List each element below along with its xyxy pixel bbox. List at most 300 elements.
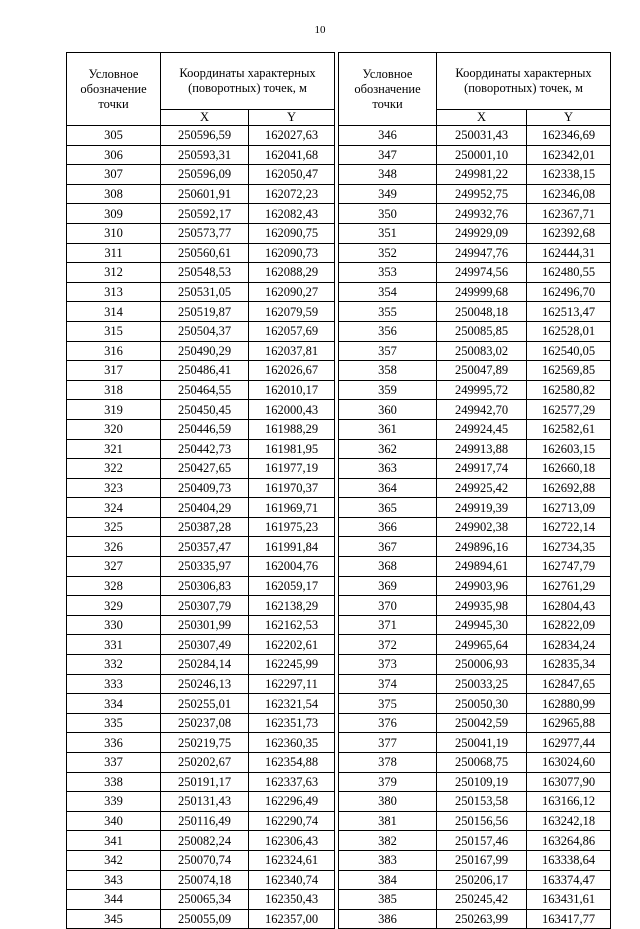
y-coordinate-cell: 162057,69 [249, 321, 335, 341]
point-id-cell: 373 [339, 655, 437, 675]
x-coordinate-cell: 250307,79 [161, 596, 249, 616]
point-id-cell: 326 [67, 537, 161, 557]
point-id-cell: 383 [339, 850, 437, 870]
y-coordinate-cell: 161991,84 [249, 537, 335, 557]
table-row [339, 517, 611, 537]
x-coordinate-cell: 250048,18 [437, 302, 527, 322]
x-coordinate-cell: 250083,02 [437, 341, 527, 361]
y-coordinate-cell: 161970,37 [249, 478, 335, 498]
table-row [67, 126, 335, 146]
table-row [339, 831, 611, 851]
point-id-cell: 346 [339, 126, 437, 146]
y-coordinate-cell: 162367,71 [527, 204, 611, 224]
table-row [339, 126, 611, 146]
y-coordinate-cell: 162290,74 [249, 811, 335, 831]
point-id-cell: 386 [339, 909, 437, 929]
y-coordinate-cell: 161988,29 [249, 419, 335, 439]
table-row [339, 223, 611, 243]
y-coordinate-cell: 162082,43 [249, 204, 335, 224]
y-coordinate-cell: 162010,17 [249, 380, 335, 400]
x-coordinate-cell: 250246,13 [161, 674, 249, 694]
y-coordinate-cell: 162245,99 [249, 655, 335, 675]
table-row [339, 380, 611, 400]
point-id-cell: 348 [339, 165, 437, 185]
header-coordinates: Координаты характерных (поворотных) точек, м [161, 53, 335, 110]
x-coordinate-cell: 250219,75 [161, 733, 249, 753]
y-coordinate-cell: 162321,54 [249, 694, 335, 714]
point-id-cell: 338 [67, 772, 161, 792]
table-row [67, 400, 335, 420]
table-row [67, 498, 335, 518]
point-id-cell: 379 [339, 772, 437, 792]
x-coordinate-cell: 250042,59 [437, 713, 527, 733]
y-coordinate-cell: 162088,29 [249, 263, 335, 283]
y-coordinate-cell: 162496,70 [527, 282, 611, 302]
point-id-cell: 355 [339, 302, 437, 322]
y-coordinate-cell: 162357,00 [249, 909, 335, 929]
table-row [339, 557, 611, 577]
table-row [339, 478, 611, 498]
table-row [339, 733, 611, 753]
y-coordinate-cell: 163242,18 [527, 811, 611, 831]
x-coordinate-cell: 250335,97 [161, 557, 249, 577]
y-coordinate-cell: 162660,18 [527, 459, 611, 479]
point-id-cell: 327 [67, 557, 161, 577]
y-coordinate-cell: 162340,74 [249, 870, 335, 890]
y-coordinate-cell: 162296,49 [249, 792, 335, 812]
point-id-cell: 370 [339, 596, 437, 616]
x-coordinate-cell: 250409,73 [161, 478, 249, 498]
header-x: X [437, 110, 527, 126]
x-coordinate-cell: 250074,18 [161, 870, 249, 890]
point-id-cell: 319 [67, 400, 161, 420]
table-row [67, 204, 335, 224]
y-coordinate-cell: 162835,34 [527, 655, 611, 675]
x-coordinate-cell: 249965,64 [437, 635, 527, 655]
y-coordinate-cell: 162965,88 [527, 713, 611, 733]
header-point-label: Условное обозначение точки [339, 53, 437, 126]
y-coordinate-cell: 162713,09 [527, 498, 611, 518]
y-coordinate-cell: 162324,61 [249, 850, 335, 870]
y-coordinate-cell: 162444,31 [527, 243, 611, 263]
x-coordinate-cell: 250596,59 [161, 126, 249, 146]
y-coordinate-cell: 162847,65 [527, 674, 611, 694]
table-row [339, 537, 611, 557]
x-coordinate-cell: 250065,34 [161, 890, 249, 910]
y-coordinate-cell: 161981,95 [249, 439, 335, 459]
table-row [339, 498, 611, 518]
y-coordinate-cell: 163264,86 [527, 831, 611, 851]
table-row [67, 517, 335, 537]
point-id-cell: 305 [67, 126, 161, 146]
table-row [67, 674, 335, 694]
table-row [339, 615, 611, 635]
x-coordinate-cell: 249947,76 [437, 243, 527, 263]
y-coordinate-cell: 162540,05 [527, 341, 611, 361]
x-coordinate-cell: 250191,17 [161, 772, 249, 792]
table-row [67, 321, 335, 341]
point-id-cell: 328 [67, 576, 161, 596]
y-coordinate-cell: 162037,81 [249, 341, 335, 361]
table-row [339, 419, 611, 439]
x-coordinate-cell: 250573,77 [161, 223, 249, 243]
point-id-cell: 333 [67, 674, 161, 694]
point-id-cell: 310 [67, 223, 161, 243]
table-row [339, 694, 611, 714]
point-id-cell: 330 [67, 615, 161, 635]
y-coordinate-cell: 162041,68 [249, 145, 335, 165]
table-row [339, 204, 611, 224]
y-coordinate-cell: 162977,44 [527, 733, 611, 753]
point-id-cell: 332 [67, 655, 161, 675]
coordinates-table-right [338, 52, 611, 929]
x-coordinate-cell: 250592,17 [161, 204, 249, 224]
table-row [67, 380, 335, 400]
point-id-cell: 362 [339, 439, 437, 459]
x-coordinate-cell: 250504,37 [161, 321, 249, 341]
table-row [67, 635, 335, 655]
table-row [67, 537, 335, 557]
x-coordinate-cell: 250486,41 [161, 361, 249, 381]
x-coordinate-cell: 250167,99 [437, 850, 527, 870]
header-y: Y [249, 110, 335, 126]
header-coordinates: Координаты характерных (поворотных) точек, м [437, 53, 611, 110]
y-coordinate-cell: 162761,29 [527, 576, 611, 596]
table-row [67, 713, 335, 733]
table-row [67, 733, 335, 753]
x-coordinate-cell: 250116,49 [161, 811, 249, 831]
point-id-cell: 368 [339, 557, 437, 577]
y-coordinate-cell: 163338,64 [527, 850, 611, 870]
x-coordinate-cell: 250531,05 [161, 282, 249, 302]
y-coordinate-cell: 162000,43 [249, 400, 335, 420]
x-coordinate-cell: 250153,58 [437, 792, 527, 812]
point-id-cell: 345 [67, 909, 161, 929]
table-row [339, 890, 611, 910]
x-coordinate-cell: 250031,43 [437, 126, 527, 146]
x-coordinate-cell: 250446,59 [161, 419, 249, 439]
x-coordinate-cell: 250050,30 [437, 694, 527, 714]
table-row [339, 341, 611, 361]
table-row [339, 576, 611, 596]
point-id-cell: 337 [67, 753, 161, 773]
point-id-cell: 382 [339, 831, 437, 851]
y-coordinate-cell: 162747,79 [527, 557, 611, 577]
x-coordinate-cell: 250490,29 [161, 341, 249, 361]
point-id-cell: 381 [339, 811, 437, 831]
x-coordinate-cell: 250068,75 [437, 753, 527, 773]
y-coordinate-cell: 161969,71 [249, 498, 335, 518]
table-row [67, 772, 335, 792]
point-id-cell: 359 [339, 380, 437, 400]
y-coordinate-cell: 162090,73 [249, 243, 335, 263]
x-coordinate-cell: 249981,22 [437, 165, 527, 185]
table-row [67, 792, 335, 812]
point-id-cell: 335 [67, 713, 161, 733]
y-coordinate-cell: 162338,15 [527, 165, 611, 185]
y-coordinate-cell: 162059,17 [249, 576, 335, 596]
table-row [339, 909, 611, 929]
x-coordinate-cell: 250263,99 [437, 909, 527, 929]
x-coordinate-cell: 249903,96 [437, 576, 527, 596]
table-row [67, 694, 335, 714]
point-id-cell: 329 [67, 596, 161, 616]
point-id-cell: 360 [339, 400, 437, 420]
x-coordinate-cell: 250548,53 [161, 263, 249, 283]
y-coordinate-cell: 162722,14 [527, 517, 611, 537]
y-coordinate-cell: 162582,61 [527, 419, 611, 439]
point-id-cell: 378 [339, 753, 437, 773]
point-id-cell: 307 [67, 165, 161, 185]
y-coordinate-cell: 163417,77 [527, 909, 611, 929]
table-row [339, 165, 611, 185]
point-id-cell: 372 [339, 635, 437, 655]
y-coordinate-cell: 162202,61 [249, 635, 335, 655]
table-row [339, 674, 611, 694]
table-row [67, 302, 335, 322]
x-coordinate-cell: 250593,31 [161, 145, 249, 165]
point-id-cell: 375 [339, 694, 437, 714]
point-id-cell: 344 [67, 890, 161, 910]
coordinates-table-left [66, 52, 335, 929]
x-coordinate-cell: 249999,68 [437, 282, 527, 302]
table-row [67, 831, 335, 851]
y-coordinate-cell: 162834,24 [527, 635, 611, 655]
x-coordinate-cell: 250055,09 [161, 909, 249, 929]
table-row [339, 361, 611, 381]
y-coordinate-cell: 162513,47 [527, 302, 611, 322]
table-row [67, 439, 335, 459]
table-row [67, 419, 335, 439]
x-coordinate-cell: 249919,39 [437, 498, 527, 518]
y-coordinate-cell: 162027,63 [249, 126, 335, 146]
table-row [67, 655, 335, 675]
x-coordinate-cell: 250427,65 [161, 459, 249, 479]
table-row [339, 145, 611, 165]
x-coordinate-cell: 250157,46 [437, 831, 527, 851]
x-coordinate-cell: 250245,42 [437, 890, 527, 910]
x-coordinate-cell: 250357,47 [161, 537, 249, 557]
table-row [67, 870, 335, 890]
y-coordinate-cell: 162090,75 [249, 223, 335, 243]
y-coordinate-cell: 163024,60 [527, 753, 611, 773]
point-id-cell: 313 [67, 282, 161, 302]
y-coordinate-cell: 162337,63 [249, 772, 335, 792]
point-id-cell: 317 [67, 361, 161, 381]
x-coordinate-cell: 249935,98 [437, 596, 527, 616]
table-row [339, 792, 611, 812]
point-id-cell: 349 [339, 184, 437, 204]
table-row [339, 263, 611, 283]
header-point-label: Условное обозначение точки [67, 53, 161, 126]
y-coordinate-cell: 162050,47 [249, 165, 335, 185]
x-coordinate-cell: 250006,93 [437, 655, 527, 675]
y-coordinate-cell: 163077,90 [527, 772, 611, 792]
y-coordinate-cell: 161977,19 [249, 459, 335, 479]
table-row [339, 400, 611, 420]
point-id-cell: 350 [339, 204, 437, 224]
table-row [339, 321, 611, 341]
point-id-cell: 358 [339, 361, 437, 381]
table-row [339, 870, 611, 890]
table-row [67, 145, 335, 165]
point-id-cell: 324 [67, 498, 161, 518]
x-coordinate-cell: 250306,83 [161, 576, 249, 596]
x-coordinate-cell: 250202,67 [161, 753, 249, 773]
table-row [67, 596, 335, 616]
point-id-cell: 367 [339, 537, 437, 557]
table-row [339, 243, 611, 263]
y-coordinate-cell: 162392,68 [527, 223, 611, 243]
point-id-cell: 312 [67, 263, 161, 283]
table-row [339, 439, 611, 459]
y-coordinate-cell: 162580,82 [527, 380, 611, 400]
point-id-cell: 385 [339, 890, 437, 910]
x-coordinate-cell: 250404,29 [161, 498, 249, 518]
x-coordinate-cell: 249917,74 [437, 459, 527, 479]
y-coordinate-cell: 161975,23 [249, 517, 335, 537]
x-coordinate-cell: 249945,30 [437, 615, 527, 635]
point-id-cell: 363 [339, 459, 437, 479]
table-row [67, 557, 335, 577]
point-id-cell: 366 [339, 517, 437, 537]
x-coordinate-cell: 249995,72 [437, 380, 527, 400]
y-coordinate-cell: 162346,08 [527, 184, 611, 204]
x-coordinate-cell: 250560,61 [161, 243, 249, 263]
point-id-cell: 353 [339, 263, 437, 283]
point-id-cell: 320 [67, 419, 161, 439]
table-row [67, 361, 335, 381]
point-id-cell: 331 [67, 635, 161, 655]
table-row [67, 811, 335, 831]
y-coordinate-cell: 162822,09 [527, 615, 611, 635]
y-coordinate-cell: 162026,67 [249, 361, 335, 381]
x-coordinate-cell: 250601,91 [161, 184, 249, 204]
point-id-cell: 347 [339, 145, 437, 165]
table-row [339, 655, 611, 675]
header-y: Y [527, 110, 611, 126]
y-coordinate-cell: 162577,29 [527, 400, 611, 420]
x-coordinate-cell: 250156,56 [437, 811, 527, 831]
table-row [67, 478, 335, 498]
point-id-cell: 309 [67, 204, 161, 224]
point-id-cell: 369 [339, 576, 437, 596]
table-row [67, 165, 335, 185]
y-coordinate-cell: 162079,59 [249, 302, 335, 322]
point-id-cell: 318 [67, 380, 161, 400]
point-id-cell: 315 [67, 321, 161, 341]
y-coordinate-cell: 162090,27 [249, 282, 335, 302]
y-coordinate-cell: 162528,01 [527, 321, 611, 341]
x-coordinate-cell: 250301,99 [161, 615, 249, 635]
x-coordinate-cell: 250442,73 [161, 439, 249, 459]
table-body [339, 126, 611, 929]
x-coordinate-cell: 249952,75 [437, 184, 527, 204]
y-coordinate-cell: 162603,15 [527, 439, 611, 459]
point-id-cell: 352 [339, 243, 437, 263]
table-row [339, 635, 611, 655]
point-id-cell: 314 [67, 302, 161, 322]
header-x: X [161, 110, 249, 126]
x-coordinate-cell: 250041,19 [437, 733, 527, 753]
x-coordinate-cell: 250085,85 [437, 321, 527, 341]
x-coordinate-cell: 250109,19 [437, 772, 527, 792]
table-row [67, 184, 335, 204]
point-id-cell: 376 [339, 713, 437, 733]
y-coordinate-cell: 162569,85 [527, 361, 611, 381]
table-row [67, 243, 335, 263]
point-id-cell: 371 [339, 615, 437, 635]
point-id-cell: 334 [67, 694, 161, 714]
point-id-cell: 361 [339, 419, 437, 439]
table-row [339, 184, 611, 204]
table-body [67, 126, 335, 929]
point-id-cell: 342 [67, 850, 161, 870]
table-row [67, 576, 335, 596]
table-row [339, 282, 611, 302]
table-row [67, 909, 335, 929]
table-row [67, 341, 335, 361]
point-id-cell: 356 [339, 321, 437, 341]
y-coordinate-cell: 162004,76 [249, 557, 335, 577]
x-coordinate-cell: 249942,70 [437, 400, 527, 420]
x-coordinate-cell: 249902,38 [437, 517, 527, 537]
x-coordinate-cell: 250206,17 [437, 870, 527, 890]
y-coordinate-cell: 162360,35 [249, 733, 335, 753]
x-coordinate-cell: 250001,10 [437, 145, 527, 165]
table-row [339, 596, 611, 616]
x-coordinate-cell: 249896,16 [437, 537, 527, 557]
x-coordinate-cell: 250307,49 [161, 635, 249, 655]
point-id-cell: 339 [67, 792, 161, 812]
y-coordinate-cell: 162306,43 [249, 831, 335, 851]
table-row [339, 302, 611, 322]
table-row [67, 890, 335, 910]
point-id-cell: 311 [67, 243, 161, 263]
table-row [67, 223, 335, 243]
point-id-cell: 336 [67, 733, 161, 753]
point-id-cell: 354 [339, 282, 437, 302]
x-coordinate-cell: 250033,25 [437, 674, 527, 694]
x-coordinate-cell: 250387,28 [161, 517, 249, 537]
point-id-cell: 323 [67, 478, 161, 498]
table-row [67, 850, 335, 870]
table-row [339, 811, 611, 831]
point-id-cell: 384 [339, 870, 437, 890]
x-coordinate-cell: 249932,76 [437, 204, 527, 224]
y-coordinate-cell: 162138,29 [249, 596, 335, 616]
table-row [339, 459, 611, 479]
y-coordinate-cell: 162692,88 [527, 478, 611, 498]
table-row [67, 753, 335, 773]
x-coordinate-cell: 250047,89 [437, 361, 527, 381]
y-coordinate-cell: 162880,99 [527, 694, 611, 714]
x-coordinate-cell: 250596,09 [161, 165, 249, 185]
y-coordinate-cell: 162342,01 [527, 145, 611, 165]
point-id-cell: 364 [339, 478, 437, 498]
x-coordinate-cell: 249974,56 [437, 263, 527, 283]
table-row [339, 850, 611, 870]
y-coordinate-cell: 162072,23 [249, 184, 335, 204]
y-coordinate-cell: 162350,43 [249, 890, 335, 910]
table-row [339, 713, 611, 733]
table-row [339, 753, 611, 773]
point-id-cell: 343 [67, 870, 161, 890]
table-row [67, 282, 335, 302]
y-coordinate-cell: 163431,61 [527, 890, 611, 910]
table-row [67, 615, 335, 635]
point-id-cell: 322 [67, 459, 161, 479]
